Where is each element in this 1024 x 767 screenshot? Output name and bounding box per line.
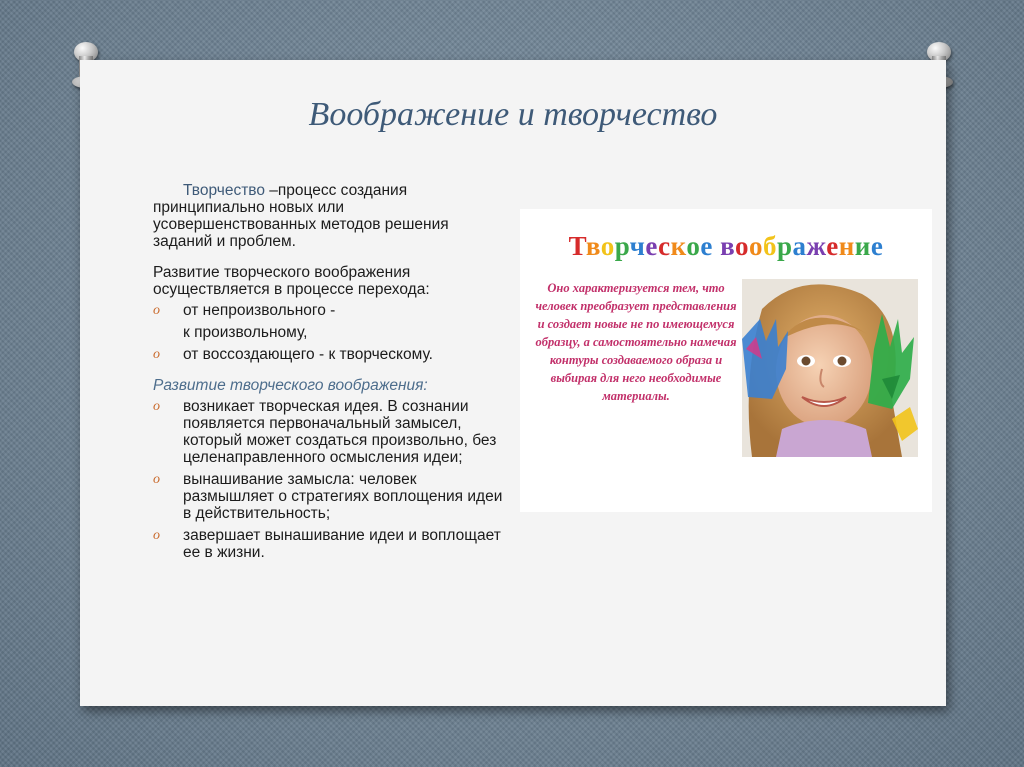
illustration-title-letter: о [748, 231, 763, 261]
illustration-title-letter: Т [568, 231, 586, 261]
illustration-title [520, 231, 932, 262]
illustration-title-letter: о [686, 231, 701, 261]
illustration-title-letter: р [614, 231, 630, 261]
illustration-title-letter: о [734, 231, 749, 261]
illustration-title-letter: к [670, 231, 687, 261]
illustration-title-letter: а [792, 231, 807, 261]
illustration-title-letter: ч [629, 231, 646, 261]
bullet-marker-icon: o [153, 399, 160, 414]
illustration-panel [520, 209, 932, 512]
illustration-title-letter: е [870, 231, 884, 261]
child-painted-hands-photo [742, 279, 918, 457]
bullet-marker-icon: o [153, 347, 160, 362]
bullet-marker-icon: o [153, 528, 160, 543]
stages-heading: Развитие творческого воображения: [153, 377, 428, 394]
list-item: o вынашивание замысла: человек размышляет о стратегиях воплощения идеи в действительность; [153, 471, 503, 522]
slide-card [80, 60, 946, 706]
illustration-title-letter: в [720, 231, 735, 261]
illustration-title-letter: е [645, 231, 659, 261]
development-lead: Развитие творческого воображения осуществляется в процессе перехода: [153, 264, 430, 298]
transition-list-2 [153, 346, 503, 363]
illustration-title-letter: р [776, 231, 793, 261]
illustration-title-letter: е [700, 231, 713, 261]
illustration-title-letter: и [854, 231, 871, 261]
illustration-description: Оно характеризуется тем, что человек преобразует представления и создает новые не по имеющемуся образцу, а самостоятельно намечая контуры создаваемого образа и выбирая для него необходимые материалы. [535, 281, 737, 403]
illustration-title-letter: с [658, 231, 671, 261]
slide-title: Воображение и творчество [308, 96, 718, 133]
stages-list [153, 398, 503, 561]
list-item: o завершает вынашивание идеи и воплощает ее в жизни. [153, 527, 501, 561]
illustration-title-letter: е [826, 231, 839, 261]
list-item-continuation: к произвольному, [183, 324, 308, 341]
illustration-title-letter: б [762, 231, 777, 261]
illustration-title-letter: о [600, 231, 615, 261]
illustration-title-letter [713, 231, 720, 261]
slide-body [153, 182, 503, 566]
illustration-title-letter: в [585, 231, 601, 261]
bullet-marker-icon: o [153, 472, 160, 487]
list-item: o от воссоздающего - к творческому. [153, 346, 433, 363]
transition-list [153, 302, 503, 319]
illustration-title-letter: ж [806, 231, 827, 261]
intro-paragraph [153, 182, 503, 250]
illustration-title-letter: н [838, 231, 855, 261]
intro-term: Творчество [183, 182, 265, 199]
list-item: o возникает творческая идея. В сознании появляется первоначальный замысел, который может создаться произвольно, без целенаправленного осмысления идеи; [153, 398, 497, 466]
list-item: o от непроизвольного - [153, 302, 336, 319]
intro-definition: –процесс создания принципиально новых или усовершенствованных методов решения заданий и проблем. [153, 182, 449, 250]
bullet-marker-icon: o [153, 303, 160, 318]
